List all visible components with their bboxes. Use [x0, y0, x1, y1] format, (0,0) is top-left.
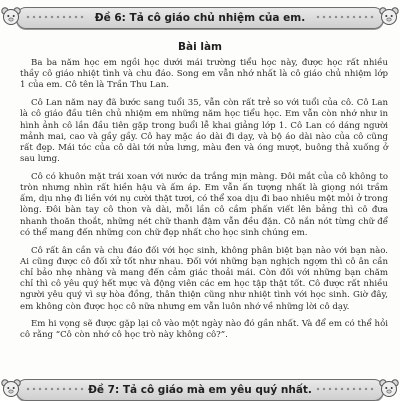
teddy-bear-icon: [0, 377, 22, 399]
footer-banner-label: Đề 7: Tả cô giáo mà em yêu quý nhất.: [88, 384, 312, 396]
banner-dots-left: [25, 386, 85, 392]
teddy-bear-icon: [0, 5, 22, 27]
banner-dots-left: [25, 14, 85, 20]
banner-dots-right: [315, 386, 375, 392]
paragraph-4: Cô rất ân cần và chu đáo đối với học sinh, không phân biệt bạn nào với bạn nào. Ai cũng được cô đối xử tốt như nhau. Đối với những bạn nghịch ngợm thì cô ân cần chỉ bảo nhẹ nhàng và mang đến cảm giác thoải mái. Còn đối với những bạn chăm chỉ thì cô yêu quý hết mực và động viên các em học tập thật tốt. Cô được rất nhiều người yêu quý vì sự hòa đồng, thân thiện cũng như nhiệt tình với học sinh. Giờ đây, em không còn được học cô nữa nhưng em vẫn luôn nhớ về những lời cô dạy.: [20, 245, 388, 312]
header-banner: [16, 7, 384, 29]
paragraph-5: Em hi vọng sẽ được gặp lại cô vào một ngày nào đó gần nhất. Và để em có thể hỏi cô rằng “Cô còn nhớ cô học trò này không cô?”.: [20, 319, 388, 341]
teddy-bear-icon: [378, 5, 400, 27]
teddy-bear-icon: [378, 377, 400, 399]
footer-banner: [16, 379, 384, 401]
section-title: Bài làm: [178, 41, 222, 53]
header-banner-label: Đề 6: Tả cô giáo chủ nhiệm của em.: [94, 12, 306, 24]
paragraph-2: Cô Lan năm nay đã bước sang tuổi 35, vẫn còn rất trẻ so với tuổi của cô. Cô Lan là cô giáo đầu tiên chủ nhiệm em những năm học tiểu học. Em vẫn còn nhớ như in hình ảnh cô lần đầu tiên gặp trong buổi lễ khai giảng lớp 1. Cô Lan có dáng người mảnh mai, cao và gầy gầy. Cô hay mặc áo dài đi dạy, và bộ áo dài nào của cô cũng rất đẹp. Mái tóc của cô dài tới nửa lưng, màu đen và óng mượt, buông thả xuống ở sau lưng.: [20, 98, 388, 165]
essay-body: [20, 58, 388, 342]
banner-dots-right: [315, 14, 375, 20]
paragraph-1: Ba ba năm học em ngồi học dưới mái trường tiểu học này, được học rất nhiều thầy cô giáo nhiệt tình và chu đáo. Song em vẫn nhớ nhất là cô giáo chủ nhiệm lớp 1 của em. Cô tên là Trần Thu Lan.: [20, 58, 388, 91]
paragraph-3: Cô có khuôn mặt trái xoan với nước da trắng mịn màng. Đôi mắt của cô không to tròn nhưng nhìn rất hiền hậu và ấm áp. Em vẫn ấn tượng nhất là giọng nói trầm ấm, dịu nhẹ đi liền với nụ cười thật tươi, có thể xoa dịu đi bao nhiêu mệt mỏi ở trong lòng. Đôi bàn tay cô thon và dài, mỗi lần cô cầm phấn viết lên bảng thì cô đưa nhanh thoăn thoắt, những nét chữ thanh đậm vẫn đều đặn. Cô nắn nót từng chữ để có thể mang đến những con chữ đẹp nhất cho học sinh chúng em.: [20, 171, 388, 238]
